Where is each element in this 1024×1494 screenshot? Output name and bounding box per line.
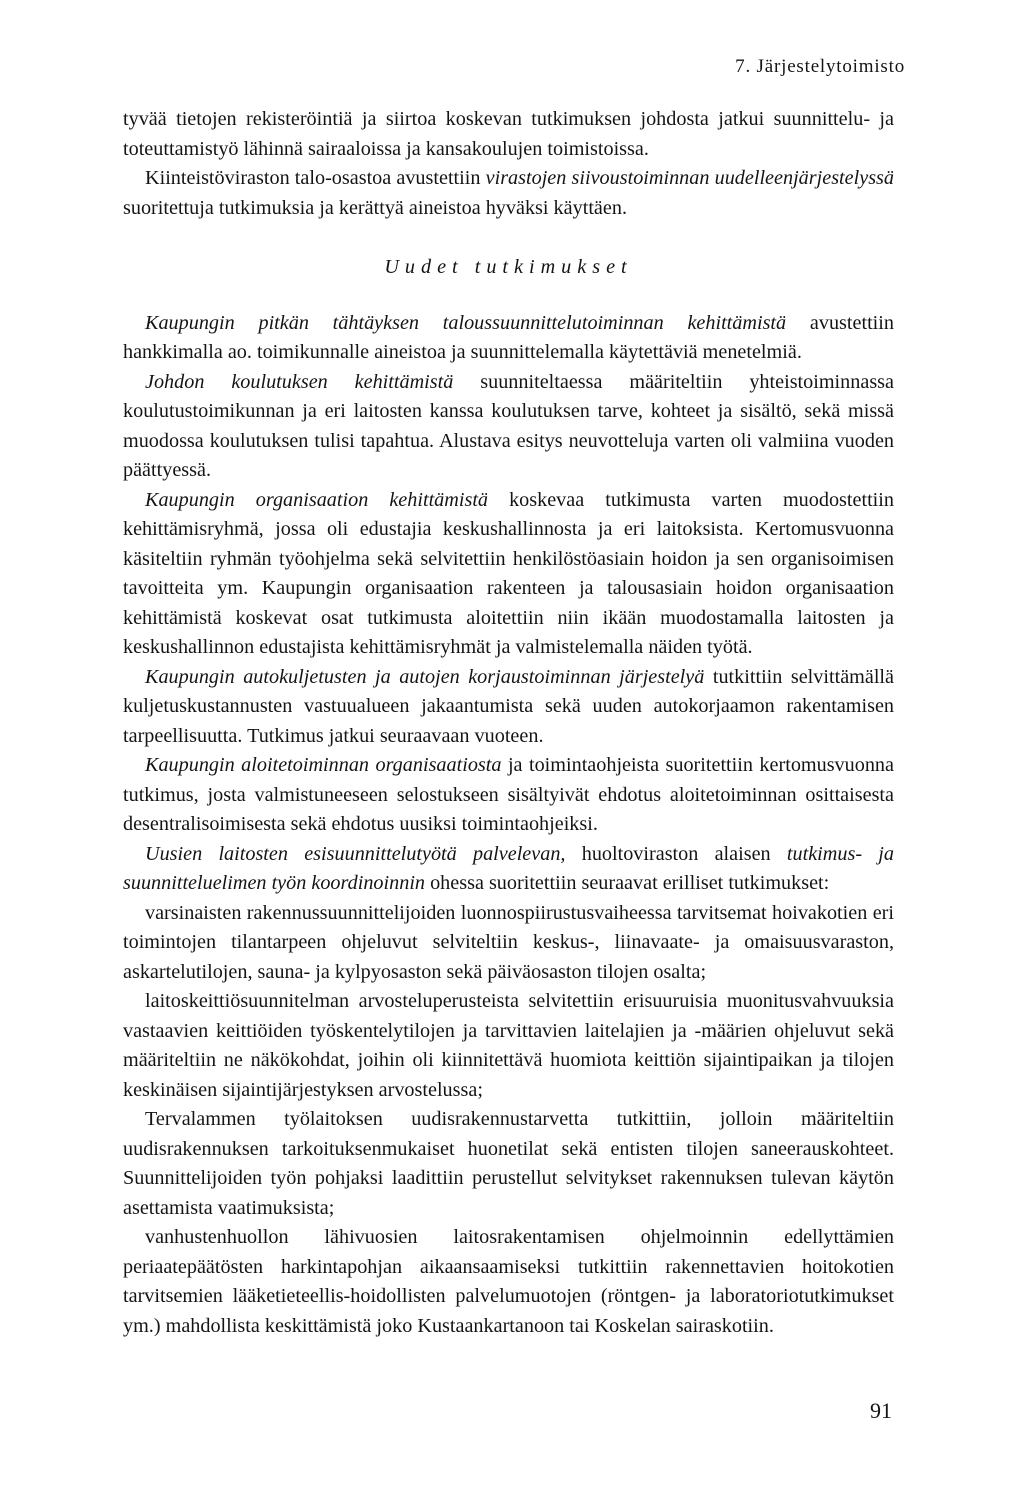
italic-phrase: Kaupungin autokuljetusten ja autojen korjaustoiminnan järjestelyä <box>145 665 705 688</box>
running-header: 7. Järjestelytoimisto <box>735 56 905 77</box>
list-item <box>123 987 894 1105</box>
paragraph <box>123 840 894 899</box>
list-item <box>123 1105 894 1223</box>
text-run: ohessa suoritettiin seuraavat erilliset tutkimukset: <box>425 872 830 894</box>
paragraph <box>123 751 894 840</box>
italic-phrase: Kaupungin organisaation kehittämistä <box>145 488 489 511</box>
list-item <box>123 1223 894 1341</box>
body-text <box>123 105 894 1341</box>
text-run: tyvää tietojen rekisteröintiä ja siirtoa koskevan tutkimuksen johdosta jatkui suunnittelu- ja toteuttamistyö lähinnä sairaaloissa ja kansakoulujen toimistoissa. <box>123 108 894 160</box>
italic-phrase: Kaupungin aloitetoiminnan organisaatiosta <box>145 754 502 776</box>
paragraph <box>123 309 894 368</box>
text-run: varsinaisten rakennussuunnittelijoiden luonnospiirustusvaiheessa tarvitsemat hoivakotien eri toimintojen tilantarpeen ohjeluvut selviteltiin keskus-, liinavaate- ja omaisuusvaraston, askartelutilojen, sauna- ja kylpyosaston sekä päiväosaston tilojen osalta; <box>123 901 894 983</box>
text-run: tutkittiin selvittämällä kuljetuskustannusten vastuualueen jakaantumista sekä uuden autokorjaamon rakentamisen tarpeellisuutta. Tutkimus jatkui seuraavaan vuoteen. <box>123 665 894 747</box>
italic-phrase: Uusien laitosten esisuunnittelutyötä palvelevan, <box>145 842 566 865</box>
italic-phrase: tutkimus- ja suunnitteluelimen työn koordinoinnin <box>123 842 894 894</box>
text-run: koskevaa tutkimusta varten muodostettiin kehittämisryhmä, jossa oli edustajia keskushallinnosta ja eri laitoksista. Kertomusvuonna käsiteltiin ryhmän työohjelma sekä selvitettiin henkilöstöasiain hoidon ja sen organisoimisen tavoitteita ym. Kaupungin organisaation rakenteen ja talousasiain hoidon organisaation kehittämistä koskevat osat tutkimusta aloitettiin niin ikään muodostamalla laitosten ja keskushallinnon edustajista kehittämisryhmät ja valmistelemalla näiden työtä. <box>123 488 894 658</box>
italic-phrase: Kaupungin pitkän tähtäyksen taloussuunnittelutoiminnan kehittämistä <box>145 311 787 334</box>
text-run: huoltoviraston alaisen <box>565 842 787 865</box>
text-run: Kiinteistöviraston talo-osastoa avustettiin <box>145 167 486 189</box>
text-run: suoritettuja tutkimuksia ja kerättyä aineistoa hyväksi käyttäen. <box>123 196 627 219</box>
text-run: laitoskeittiösuunnitelman arvosteluperusteista selvitettiin erisuuruisia muonitusvahvuuksia vastaavien keittiöiden työskentelytilojen ja tarvittavien laitelajien ja -määrien ohjeluvut sekä määriteltiin ne näkökohdat, joihin oli kiinnitettävä huomiota keittiön sijaintipaikan ja tilojen keskinäisen sijaintijärjestyksen arvostelussa; <box>123 990 894 1101</box>
paragraph <box>123 486 894 663</box>
text-run: avustettiin hankkimalla ao. toimikunnalle aineistoa ja suunnittelemalla käytettäviä menetelmiä. <box>123 311 894 363</box>
paragraph <box>123 164 894 223</box>
text-run: suunniteltaessa määriteltiin yhteistoiminnassa koulutustoimikunnan ja eri laitosten kanssa koulutuksen tarve, kohteet ja sisältö, sekä missä muodossa koulutuksen tulisi tapahtua. Alustava esitys neuvotteluja varten oli valmiina vuoden päättyessä. <box>123 370 894 481</box>
text-run: vanhustenhuollon lähivuosien laitosrakentamisen ohjelmoinnin edellyttämien periaatepäätösten harkintapohjan aikaansaamiseksi tutkittiin rakennettavien hoitokotien tarvitsemien lääketieteellis-hoidollisten palvelumuotojen (röntgen- ja laboratoriotutkimukset ym.) mahdollista keskittämistä joko Kustaankartanoon tai Koskelan sairaskotiin. <box>123 1226 894 1337</box>
italic-phrase: virastojen siivoustoiminnan uudelleenjärjestelyssä <box>485 167 894 189</box>
text-run: ja toimintaohjeista suoritettiin kertomusvuonna tutkimus, josta valmistuneeseen selostukseen sisältyivät ehdotus aloitetoiminnan osittaisesta desentralisoimisesta sekä ehdotus uusiksi toimintaohjeiksi. <box>123 754 894 835</box>
paragraph <box>123 368 894 486</box>
paragraph <box>123 663 894 752</box>
text-run: Tervalammen työlaitoksen uudisrakennustarvetta tutkittiin, jolloin määriteltiin uudisrakennuksen tarkoituksenmukaiset huonetilat sekä entisten tilojen saneerauskohteet. Suunnittelijoiden työn pohjaksi laadittiin perustellut selvitykset rakennuksen tulevan käytön asettamista vaatimuksista; <box>123 1108 894 1219</box>
italic-phrase: Johdon koulutuksen kehittämistä <box>145 370 454 393</box>
text-run: Uudet tutkimukset <box>384 256 633 278</box>
paragraph <box>123 105 894 164</box>
section-heading <box>123 253 894 283</box>
list-item <box>123 899 894 988</box>
page-number: 91 <box>870 1398 892 1423</box>
